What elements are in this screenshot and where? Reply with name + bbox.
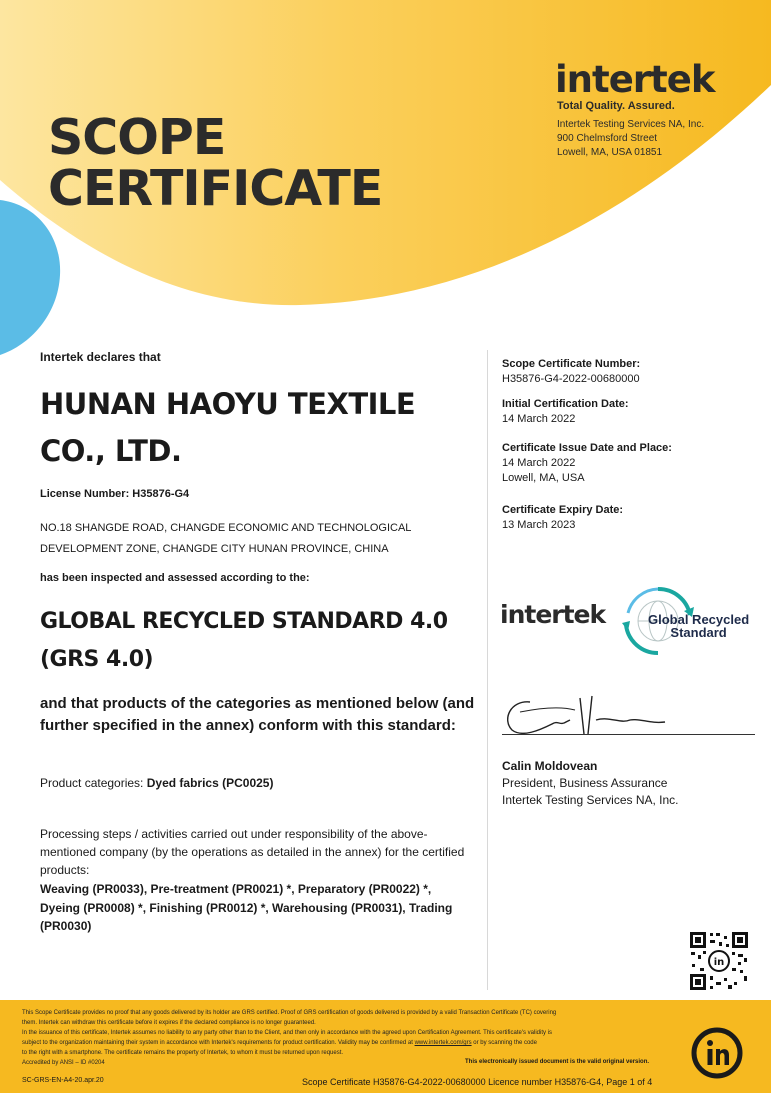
license-number: License Number: H35876-G4 (40, 488, 190, 500)
page-info: Scope Certificate H35876-G4-2022-00680000 Licence number H35876-G4, Page 1 of 4 (302, 1077, 653, 1087)
processing-text: Processing steps / activities carried out under responsibility of the above-mentioned company (by the operations as detailed in the annex) for the certified products: (40, 827, 465, 877)
svg-text:in: in (713, 957, 725, 968)
intertek-logo: intertek (555, 58, 715, 101)
company-address: NO.18 SHANGDE ROAD, CHANGDE ECONOMIC AND TECHNOLOGICAL DEVELOPMENT ZONE, CHANGDE CITY HUNAN PROVINCE, CHINA (40, 522, 412, 555)
declares-text: Intertek declares that (40, 350, 161, 364)
intertek-small-logo: intertek (500, 600, 606, 629)
brand-tagline: Total Quality. Assured. (557, 100, 675, 112)
company-name: HUNAN HAOYU TEXTILE CO., LTD. (40, 387, 416, 468)
qr-code-icon[interactable] (688, 930, 750, 992)
column-divider (487, 350, 488, 990)
scope-number-block: Scope Certificate Number: H35876-G4-2022-00680000 (502, 358, 641, 385)
processing-steps: Weaving (PR0033), Pre-treatment (PR0021) *, Preparatory (PR0022) *, Dyeing (PR0008) *, Finishing (PR0012) *, Warehousing (PR0031), Trading (PR0030) (40, 882, 453, 933)
initial-date-block: Initial Certification Date: 14 March 2022 (502, 398, 629, 425)
electronic-notice: This electronically issued document is the valid original version. (465, 1059, 650, 1065)
inspected-text: has been inspected and assessed according to the: (40, 572, 310, 584)
page-title: SCOPE CERTIFICATE (48, 109, 383, 217)
intertek-in-circle-icon (690, 1026, 744, 1080)
signature-icon (500, 690, 670, 740)
expiry-date-block: Certificate Expiry Date: 13 March 2023 (502, 504, 624, 531)
issue-date-block: Certificate Issue Date and Place: 14 March 2022 Lowell, MA, USA (502, 442, 672, 484)
document-code: SC-GRS-EN-A4-20.apr.20 (22, 1077, 104, 1084)
product-categories: Product categories: Dyed fabrics (PC0025) (40, 776, 274, 790)
footer-disclaimer: This Scope Certificate provides no proof that any goods delivered by its holder are GRS certified. Proof of GRS certification of goods delivered is provided by a valid Transaction Certificate (TC) covering them. Intertek can withdraw this certificate before it expires if the declared compliance is no longer guaranteed. In the issuance of this certificate, Intertek assumes no liability to any party other than to the Client, and then only in accordance with the agreed upon Certification Agreement. This certificate's validity is subject to the organization maintaining their system in accordance with Intertek's requirements for product certification. Validity may be confirmed at www.intertek.com/grs or by scanning the code to the right with a smartphone. The certificate remains the property of Intertek, to whom it must be returned upon request. Accredited by ANSI – ID #0204 (22, 1010, 557, 1066)
standard-name: GLOBAL RECYCLED STANDARD 4.0 (GRS 4.0) (40, 609, 448, 672)
issuer-address: Intertek Testing Services NA, Inc. 900 Chelmsford Street Lowell, MA, USA 01851 (557, 119, 705, 158)
conform-text: and that products of the categories as mentioned below (and further specified in the annex) conform with this standard: (40, 695, 475, 734)
validation-link[interactable]: www.intertek.com/grs (414, 1040, 472, 1046)
signer-block: Calin Moldovean President, Business Assurance Intertek Testing Services NA, Inc. (502, 759, 679, 807)
grs-logo-text: Global Recycled Standard (648, 612, 750, 640)
signature-line (502, 734, 755, 735)
